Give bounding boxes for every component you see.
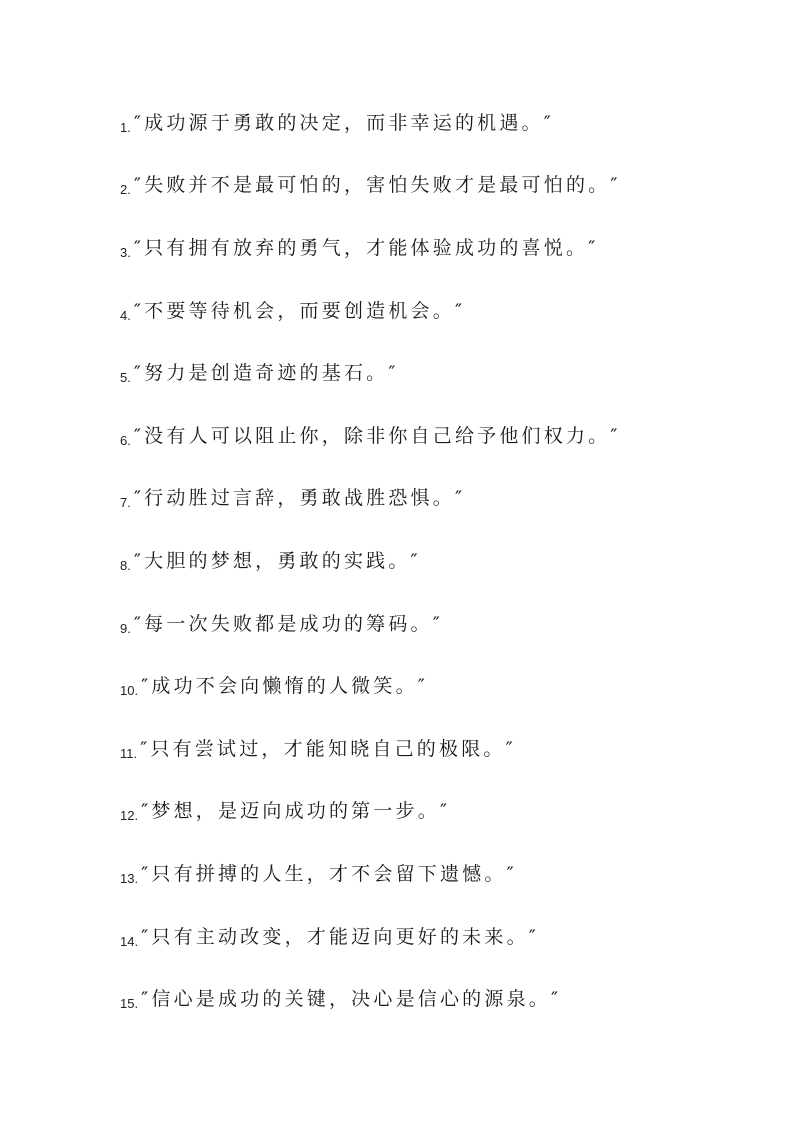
quote-text: ″只有主动改变，才能迈向更好的未来。″ xyxy=(141,925,540,948)
quote-item xyxy=(120,405,760,468)
quote-text: ″梦想，是迈向成功的第一步。″ xyxy=(141,800,451,823)
quote-number: 13. xyxy=(120,870,139,886)
quote-item xyxy=(120,92,760,155)
quote-number: 15. xyxy=(120,996,139,1012)
quote-text: ″成功不会向懒惰的人微笑。″ xyxy=(141,675,429,698)
quote-item xyxy=(120,906,760,969)
quote-number: 4. xyxy=(120,307,131,323)
quote-item xyxy=(120,155,760,218)
quote-number: 14. xyxy=(120,933,139,949)
quote-item xyxy=(120,593,760,656)
quote-text: ″只有尝试过，才能知晓自己的极限。″ xyxy=(140,737,516,760)
quote-item xyxy=(120,280,760,343)
quote-number: 1. xyxy=(120,119,131,135)
quote-text: ″大胆的梦想，勇敢的实践。″ xyxy=(133,549,421,572)
quote-item xyxy=(120,217,760,280)
quote-number: 10. xyxy=(120,683,139,699)
quote-text: ″成功源于勇敢的决定，而非幸运的机遇。″ xyxy=(133,111,555,134)
quote-number: 8. xyxy=(120,557,131,573)
quote-text: ″行动胜过言辞，勇敢战胜恐惧。″ xyxy=(133,487,466,510)
quote-number: 11. xyxy=(120,745,138,761)
quote-number: 9. xyxy=(120,620,131,636)
quote-text: ″不要等待机会，而要创造机会。″ xyxy=(133,299,466,322)
quote-text: ″没有人可以阻止你，除非你自己给予他们权力。″ xyxy=(133,424,621,447)
quote-item xyxy=(120,781,760,844)
quote-text: ″努力是创造奇迹的基石。″ xyxy=(133,362,399,385)
quote-text: ″信心是成功的关键，决心是信心的源泉。″ xyxy=(141,988,562,1011)
quote-list xyxy=(120,92,760,1031)
quote-text: ″失败并不是最可怕的，害怕失败才是最可怕的。″ xyxy=(133,174,621,197)
quote-text: ″只有拼搏的人生，才不会留下遗憾。″ xyxy=(141,862,517,885)
quote-item xyxy=(120,968,760,1031)
quote-number: 2. xyxy=(120,182,131,198)
quote-number: 5. xyxy=(120,370,131,386)
quote-item xyxy=(120,655,760,718)
quote-item xyxy=(120,843,760,906)
quote-item xyxy=(120,718,760,781)
quote-number: 6. xyxy=(120,432,131,448)
quote-item xyxy=(120,530,760,593)
quote-number: 3. xyxy=(120,244,131,260)
quote-number: 12. xyxy=(120,808,139,824)
quote-item xyxy=(120,342,760,405)
quote-text: ″只有拥有放弃的勇气，才能体验成功的喜悦。″ xyxy=(133,236,599,259)
quote-item xyxy=(120,468,760,531)
quote-number: 7. xyxy=(120,495,131,511)
quote-text: ″每一次失败都是成功的筹码。″ xyxy=(133,612,444,635)
